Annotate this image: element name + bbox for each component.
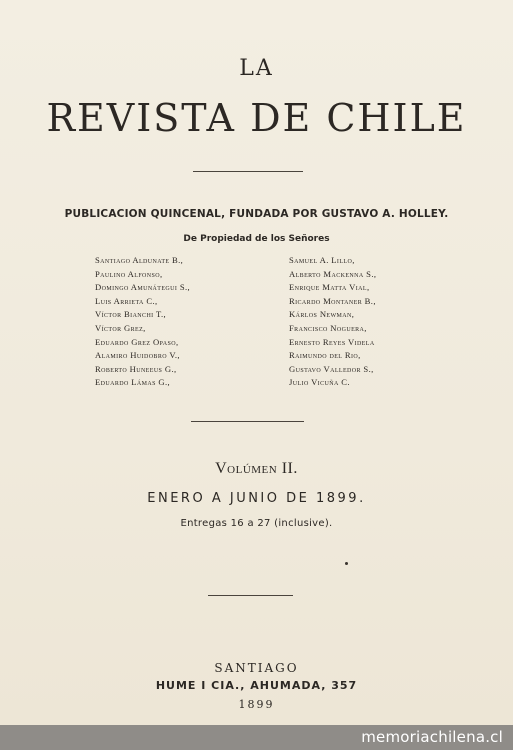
imprint-publisher: HUME I CIA., AHUMADA, 357 — [155, 679, 358, 692]
issues-range: Entregas 16 a 27 (inclusive). — [180, 518, 333, 529]
watermark-bar — [0, 725, 513, 750]
owner-name: Luis Arrieta C., — [95, 295, 158, 306]
owner-name: Julio Vicuña C. — [289, 377, 350, 388]
owners-left-column — [95, 254, 190, 390]
ownership-line: De Propiedad de los Señores — [183, 234, 330, 244]
owner-name: Víctor Grez, — [95, 322, 146, 333]
owner-name: Roberto Huneeus G., — [95, 363, 177, 374]
owner-name: Eduardo Grez Opaso, — [95, 336, 179, 347]
owner-name: Domingo Amunátegui S., — [95, 282, 191, 293]
owner-name: Ernesto Reyes Videla — [289, 336, 375, 347]
date-range: ENERO A JUNIO DE 1899. — [147, 491, 366, 506]
title-article: LA — [239, 56, 274, 81]
watermark-text: memoriachilena.cl — [361, 728, 503, 746]
publication-line: PUBLICACION QUINCENAL, FUNDADA POR GUSTAVO A. HOLLEY. — [64, 208, 449, 220]
divider-top — [193, 171, 303, 172]
owner-name: Víctor Bianchi T., — [95, 309, 167, 320]
owner-name: Kárlos Newman, — [289, 309, 355, 320]
owner-name: Alamiro Huidobro V., — [95, 350, 180, 361]
imprint-year: 1899 — [238, 698, 275, 711]
owner-name: Ricardo Montaner B., — [289, 295, 376, 306]
owner-name: Francisco Noguera, — [289, 322, 367, 333]
divider-bottom — [208, 595, 293, 596]
owner-name: Samuel A. Lillo, — [289, 255, 355, 265]
imprint-city: SANTIAGO — [214, 661, 299, 675]
owner-name: Raimundo del Rio, — [289, 350, 361, 361]
owner-name: Eduardo Lámas G., — [95, 377, 171, 388]
owner-name: Paulino Alfonso, — [95, 268, 163, 279]
owner-name: Santiago Aldunate B., — [95, 255, 184, 265]
owners-right-column — [289, 254, 376, 390]
volume-label: Volúmen II. — [215, 460, 298, 477]
owner-name: Enrique Matta Vial, — [289, 282, 370, 293]
owner-name: Gustavo Valledor S., — [289, 363, 374, 374]
journal-title: REVISTA DE CHILE — [46, 96, 467, 140]
divider-middle — [191, 421, 304, 422]
print-speck — [345, 562, 348, 565]
owner-name: Alberto Mackenna S., — [289, 268, 377, 279]
